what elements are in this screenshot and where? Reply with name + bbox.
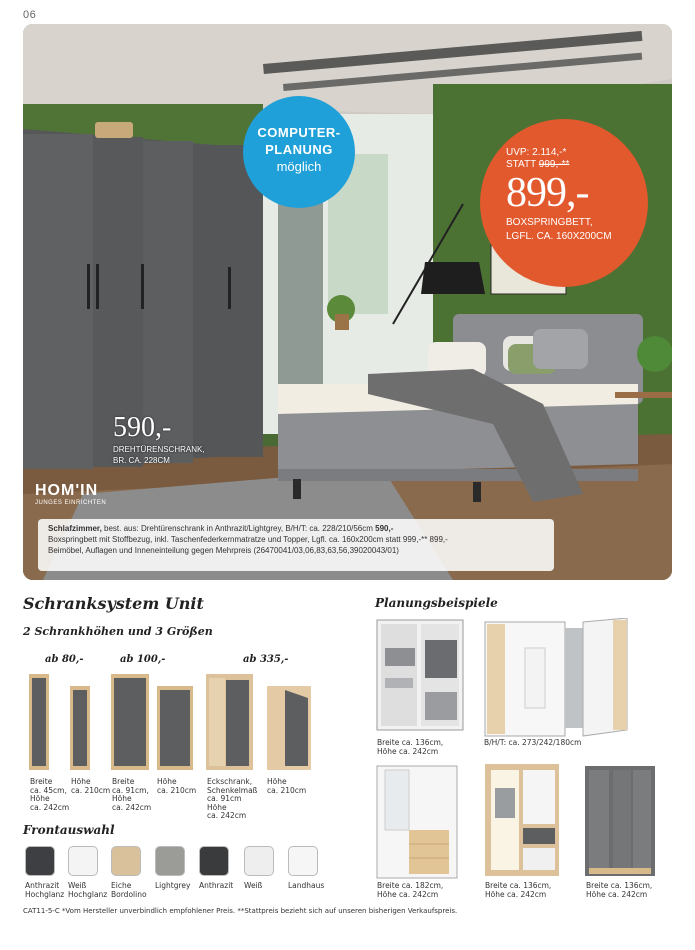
caption-price: 590,- [375,524,394,533]
system-title: Schranksystem Unit [23,594,204,613]
size-label-6: Höhe ca. 210cm [267,777,307,795]
brand-tagline: JUNGES EINRICHTEN [35,500,107,506]
wardrobe-label-2: BR. CA. 228CM [113,456,170,465]
swatch-4 [199,846,229,876]
cabinet-small-short [70,686,90,770]
system-subtitle: 2 Schrankhöhen und 3 Größen [23,625,213,638]
swatch-3 [155,846,185,876]
badge-line-1: COMPUTER- [257,125,341,140]
swatch-label-2: Eiche Bordolino [111,881,147,899]
cabinet-medium-tall [111,674,149,770]
from-price-2: ab 100,- [120,654,166,665]
swatch-2 [111,846,141,876]
badge-line-3: möglich [276,159,322,174]
badge-line-2: PLANUNG [265,142,333,157]
plan-example-1 [377,620,463,730]
swatch-1 [68,846,98,876]
brand-name: HOM'IN [35,482,99,499]
price-desc-1: BOXSPRINGBETT, [506,217,593,228]
brand-logo [35,482,106,506]
computer-planning-badge [243,96,355,208]
size-label-4: Höhe ca. 210cm [157,777,197,795]
cabinet-corner-short [267,686,311,770]
plan-example-4 [485,764,559,876]
swatch-0 [25,846,55,876]
footnote: CAT11-5-C *Vom Hersteller unverbindlich empfohlener Preis. **Stattpreis bezieht sich auf unseren bisherigen Verkaufspreis. [23,907,458,915]
fronts-title: Frontauswahl [23,823,115,837]
statt-prefix: STATT [506,159,539,170]
swatch-label-4: Anthrazit [199,881,234,890]
size-label-2: Höhe ca. 210cm [71,777,111,795]
page-number: 06 [23,9,37,21]
plan-label-3: Breite ca. 182cm, Höhe ca. 242cm [377,881,444,899]
wardrobe-price: 590,- [113,412,172,443]
cabinet-small-tall [29,674,49,770]
swatch-6 [288,846,318,876]
caption-line1: best. aus: Drehtürenschrank in Anthrazit/Lightgrey, B/H/T: ca. 228/210/56cm [101,524,376,533]
swatch-5 [244,846,274,876]
cabinet-corner-tall [206,674,253,770]
plan-label-4: Breite ca. 136cm, Höhe ca. 242cm [485,881,552,899]
price-badge [480,119,648,287]
caption-line3: Beimöbel, Auflagen und Inneneinteilung gegen Mehrpreis (26470041/03,06,83,63,56,39020043/01) [48,546,399,555]
size-label-3: Breite ca. 91cm, Höhe ca. 242cm [112,777,152,812]
swatch-label-1: Weiß Hochglanz [68,881,108,899]
plan-example-3 [377,766,457,878]
swatch-label-6: Landhaus [288,881,325,890]
size-label-5: Eckschrank, Schenkelmaß ca. 91cm Höhe ca. 242cm [207,777,258,820]
from-price-3: ab 335,- [243,654,289,665]
swatch-label-5: Weiß [244,881,263,890]
from-price-1: ab 80,- [45,654,84,665]
sale-price: 899,- [506,170,589,216]
plan-label-5: Breite ca. 136cm, Höhe ca. 242cm [586,881,653,899]
statt-value: 999,-** [538,159,570,170]
swatch-label-0: Anthrazit Hochglanz [25,881,65,899]
product-caption [38,519,554,571]
hero-image [23,24,672,580]
wardrobe-label-1: DREHTÜRENSCHRANK, [113,445,205,454]
caption-line2: Boxspringbett mit Stoffbezug, inkl. Taschenfederkernmatratze und Topper, Lgfl. ca. 160x200cm statt 999,-** 899,- [48,535,448,544]
uvp-price: UVP: 2.114,-* [506,147,567,158]
size-label-1: Breite ca. 45cm, Höhe ca. 242cm [30,777,70,812]
planning-title: Planungsbeispiele [375,596,498,610]
bedroom-scene [23,24,672,580]
swatch-label-3: Lightgrey [155,881,191,890]
plan-example-2 [485,618,627,736]
cabinet-illustrations [23,668,323,773]
caption-bold: Schlafzimmer, [48,524,102,533]
price-desc-2: LGFL. CA. 160X200CM [506,231,612,242]
wardrobe-price-tag [113,412,205,466]
plan-label-2: B/H/T: ca. 273/242/180cm [484,738,582,747]
plan-example-5 [585,766,655,876]
plan-label-1: Breite ca. 136cm, Höhe ca. 242cm [377,738,444,756]
cabinet-medium-short [157,686,193,770]
